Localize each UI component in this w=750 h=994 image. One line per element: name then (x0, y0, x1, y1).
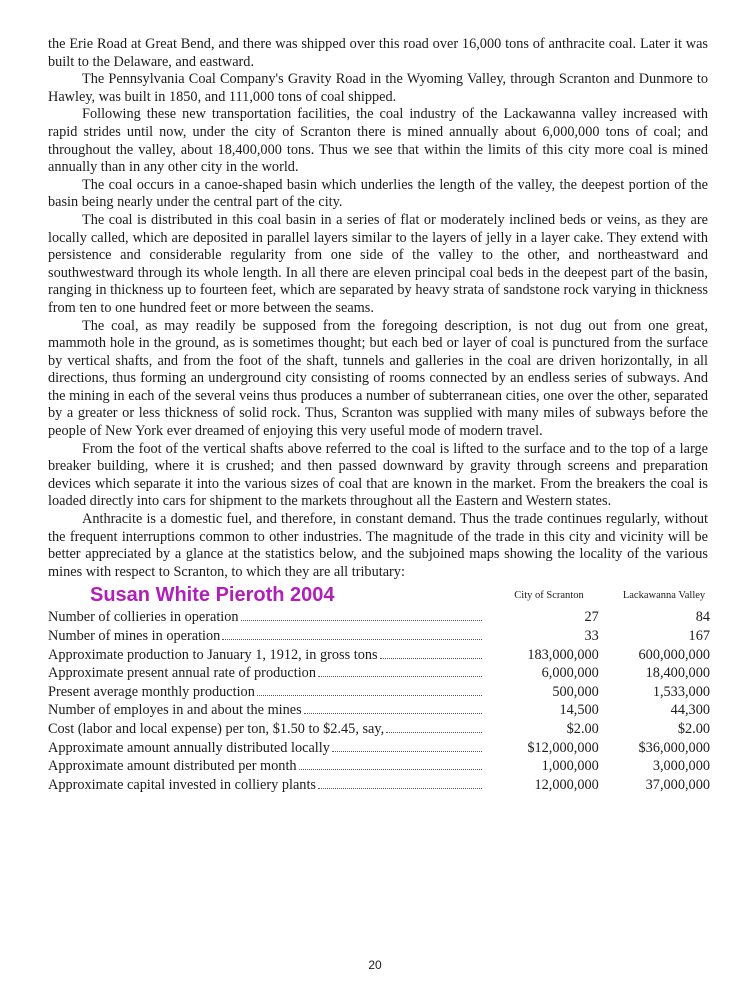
column-header-city: City of Scranton (514, 590, 584, 602)
paragraph: The Pennsylvania Coal Company's Gravity Road in the Wyoming Valley, through Scranton and Dunmore to Hawley, was built in 1850, and 111,000 tons of coal shipped. (48, 71, 708, 105)
value-valley: 167 (688, 628, 710, 644)
paragraph: Anthracite is a domestic fuel, and therefore, in constant demand. Thus the trade continues regularly, without the frequent interruptions common to other industries. The magnitude of the trade in this city and vicinity will be better appreciated by a glance at the statistics below, and the subjoined maps showing the locality of the various mines with respect to Scranton, to which they are all tributary: (48, 511, 708, 580)
row-label: Cost (labor and local expense) per ton, $1.50 to $2.45, say, (48, 720, 488, 739)
leader-dots (318, 676, 482, 677)
value-valley: 3,000,000 (652, 758, 710, 775)
row-label: Approximate amount distributed per month (48, 757, 488, 776)
value-city: 12,000,000 (534, 776, 599, 793)
leader-dots (241, 620, 482, 621)
paragraph: The coal, as may readily be supposed from the foregoing description, is not dug out from one great, mammoth hole in the ground, as is sometimes thought; but each bed or layer of coal is punctured from the surface by vertical shafts, and from the foot of the shaft, tunnels and galleries in the coal are driven horizontally, in all directions, thus forming an underground city consisting of rooms connected by an endless series of subways. And the mining in each of the several veins thus produces a number of subterranean cities, one over the other, separated by a greater or less thickness of solid rock. Thus, Scranton was supplied with many miles of subways before the people of New York ever dreamed of enjoying this very useful mode of modern travel. (48, 317, 708, 440)
table-row (48, 720, 710, 739)
page-number: 20 (368, 958, 382, 972)
value-city: 1,000,000 (541, 758, 599, 775)
value-valley: 37,000,000 (645, 776, 710, 793)
value-valley: 600,000,000 (638, 646, 710, 663)
value-valley: 18,400,000 (645, 665, 710, 682)
statistics-header (48, 582, 708, 610)
watermark: Susan White Pieroth 2004 (90, 584, 335, 607)
table-row (48, 646, 710, 665)
leader-dots (222, 639, 481, 640)
paragraph: The coal is distributed in this coal basin in a series of flat or moderately inclined beds or veins, as they are locally called, which are deposited in parallel layers similar to the layers of jelly in a layer cake. They extend with persistence and considerable regularity from one side of the valley to the other, and northeastward and southwestward through its whole length. In all there are eleven principal coal beds in the deepest part of the basin, ranging in thickness up to fourteen feet, which are separated by heavy strata of sandstone rock varying in thickness from ten to one hundred feet or more between the seams. (48, 211, 708, 316)
value-city: $2.00 (566, 720, 599, 737)
value-city: 183,000,000 (527, 646, 599, 663)
row-label: Number of employes in and about the mines (48, 701, 488, 720)
column-header-valley: Lackawanna Valley (622, 590, 706, 602)
row-label: Approximate amount annually distributed locally (48, 739, 488, 758)
value-city: 33 (584, 628, 599, 644)
value-valley: $2.00 (677, 720, 710, 737)
leader-dots (299, 769, 482, 770)
paragraph: Following these new transportation facilities, the coal industry of the Lackawanna valley increased with rapid strides until now, under the city of Scranton there is mined annually about 6,000,000 tons of coal; and throughout the valley, about 18,400,000 tons. Thus we see that within the limits of this city more coal is mined annually than in any other city in the world. (48, 106, 708, 176)
paragraph: the Erie Road at Great Bend, and there was shipped over this road over 16,000 tons of anthracite coal. Later it was built to the Delaware, and eastward. (48, 36, 708, 70)
table-row (48, 627, 710, 646)
row-label: Approximate capital invested in colliery plants (48, 776, 488, 795)
leader-dots (304, 713, 482, 714)
paragraph: From the foot of the vertical shafts above referred to the coal is lifted to the surface and to the top of a large breaker building, where it is crushed; and then passed downward by gravity through screens and preparation devices which separate it into the various sizes of coal that are known in the market. From the breakers the coal is loaded directly into cars for shipment to the markets throughout all the Eastern and Western states. (48, 440, 708, 510)
row-label: Approximate production to January 1, 1912, in gross tons (48, 646, 488, 665)
leader-dots (332, 751, 482, 752)
value-valley: 84 (695, 609, 710, 626)
row-label: Number of collieries in operation (48, 608, 488, 627)
page-body (48, 36, 708, 794)
leader-dots (380, 658, 482, 659)
row-label: Present average monthly production (48, 683, 488, 702)
leader-dots (318, 788, 482, 789)
table-row (48, 739, 710, 758)
row-label: Approximate present annual rate of production (48, 664, 488, 683)
value-city: 14,500 (559, 702, 599, 719)
table-row (48, 757, 710, 776)
value-valley: 44,300 (670, 702, 710, 719)
table-row (48, 683, 710, 702)
value-city: 6,000,000 (541, 665, 599, 682)
table-row (48, 608, 710, 627)
table-row (48, 664, 710, 683)
value-city: 27 (584, 609, 599, 626)
leader-dots (386, 732, 481, 733)
table-row (48, 776, 710, 795)
value-valley: $36,000,000 (638, 739, 710, 756)
paragraph: The coal occurs in a canoe-shaped basin which underlies the length of the valley, the deepest portion of the basin being nearly under the central part of the city. (48, 176, 708, 211)
value-city: $12,000,000 (527, 739, 599, 756)
leader-dots (257, 695, 482, 696)
table-row (48, 701, 710, 720)
value-valley: 1,533,000 (652, 683, 710, 700)
statistics-table (48, 608, 710, 794)
row-label: Number of mines in operation (48, 627, 488, 646)
value-city: 500,000 (552, 683, 599, 700)
